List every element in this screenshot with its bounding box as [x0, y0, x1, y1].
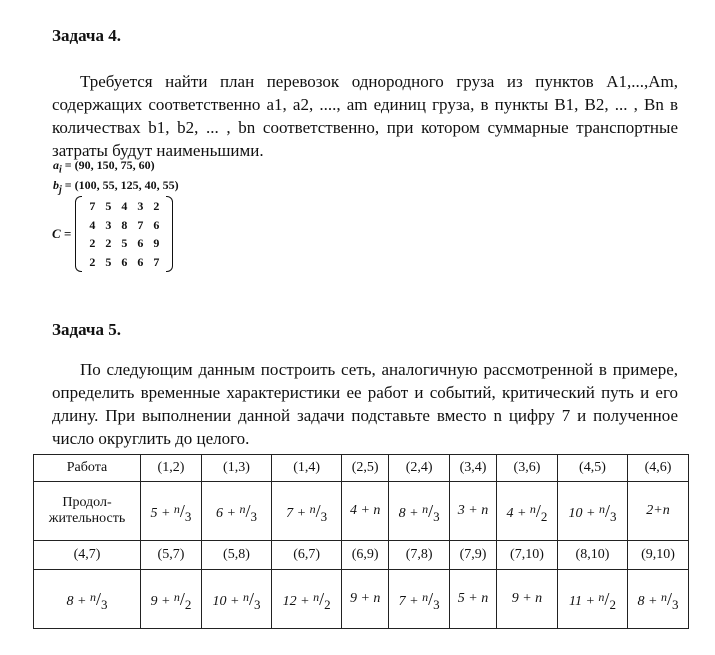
fraction-slash: / — [245, 500, 251, 521]
duration-denominator: 3 — [609, 508, 617, 524]
matrix-cell: 8 — [121, 217, 128, 232]
table-row-works-2 — [34, 541, 689, 570]
duration-numerator: n — [598, 501, 605, 516]
fraction-slash: / — [535, 500, 541, 521]
matrix-cell: 5 — [121, 236, 128, 250]
duration-cell — [342, 482, 389, 541]
fraction-slash: / — [95, 588, 101, 609]
duration-base: 5 + n — [457, 591, 489, 606]
duration-cell — [272, 570, 342, 629]
formula-a-sub: i — [59, 164, 62, 176]
duration-denominator: 3 — [253, 596, 261, 612]
duration-base: 10 + — [568, 505, 599, 521]
duration-base: 9 + n — [349, 591, 381, 606]
duration-base: 11 + — [569, 593, 599, 609]
duration-base: 9 + — [150, 593, 174, 609]
work-cell: (6,7) — [272, 541, 342, 570]
duration-cell — [141, 570, 202, 629]
duration-numerator: n — [660, 589, 667, 604]
duration-label-cell: Продол-жительность — [34, 482, 141, 541]
matrix-cell: 6 — [121, 254, 128, 269]
matrix-cell: 4 — [121, 199, 128, 213]
work-cell: (8,10) — [557, 541, 627, 570]
formula-b-sub: j — [59, 184, 62, 196]
duration-cell — [450, 570, 497, 629]
formula-b-symbol: b — [53, 178, 59, 192]
duration-cell — [450, 482, 497, 541]
table-row-works-1 — [34, 455, 689, 482]
duration-denominator: 3 — [433, 508, 440, 524]
duration-denominator: 3 — [184, 508, 192, 524]
work-cell: (6,9) — [342, 541, 389, 570]
duration-base: 8 + — [66, 593, 90, 609]
duration-denominator: 2 — [324, 596, 331, 612]
duration-numerator: n — [89, 589, 96, 604]
table-row-durations-2 — [34, 570, 689, 629]
fraction-slash: / — [179, 500, 185, 521]
duration-denominator: 2 — [184, 596, 192, 612]
matrix-cell: 7 — [137, 217, 144, 232]
duration-denominator: 3 — [320, 508, 328, 524]
matrix-cell: 7 — [89, 199, 96, 213]
formula-a-symbol: a — [53, 158, 59, 172]
task5-paragraph — [52, 358, 678, 450]
duration-numerator: n — [313, 589, 320, 604]
work-cell: (5,8) — [201, 541, 271, 570]
duration-denominator: 2 — [609, 596, 616, 612]
table-row-durations-1 — [34, 482, 689, 541]
duration-cell — [141, 482, 202, 541]
task5-heading: Задача 5. — [52, 320, 121, 339]
matrix-cell: 3 — [137, 199, 144, 213]
duration-base: 8 + — [398, 505, 423, 521]
duration-base: 6 + — [215, 505, 240, 521]
duration-base: 7 + — [286, 505, 310, 521]
duration-base: 9 + n — [511, 591, 543, 606]
task4-paragraph-text: Требуется найти план перевозок однородного груза из пунктов A1,...,Am, содержащих соответственно a1, a2, ...., am единиц груза, в пункты B1, B2, ... , Bn в количествах b1, b2, ... , bn соответственно, при котором суммарные транспортные затраты будут наименьшими. — [52, 72, 678, 160]
formula-a — [53, 158, 155, 175]
duration-cell — [389, 570, 450, 629]
work-cell: (3,4) — [450, 455, 497, 482]
matrix-right-bracket — [166, 196, 173, 272]
matrix-cell: 5 — [105, 199, 112, 213]
formula-a-values: = (90, 150, 75, 60) — [61, 158, 155, 172]
work-cell: (7,9) — [450, 541, 497, 570]
duration-numerator: n — [422, 589, 429, 604]
matrix-cell: 7 — [153, 254, 160, 269]
fraction-slash: / — [428, 500, 434, 521]
duration-numerator: n — [173, 589, 180, 604]
work-cell: (4,5) — [557, 455, 627, 482]
duration-numerator: n — [239, 501, 246, 516]
duration-denominator: 2 — [540, 508, 548, 524]
work-cell: (2,5) — [342, 455, 389, 482]
matrix-cell: 2 — [89, 254, 96, 269]
duration-cell — [201, 570, 271, 629]
matrix-label: C = — [52, 226, 72, 241]
fraction-slash: / — [666, 588, 672, 609]
matrix-cell: 9 — [153, 236, 160, 250]
duration-numerator: n — [309, 501, 316, 516]
duration-base: 5 + — [150, 505, 174, 521]
duration-denominator: 3 — [250, 508, 257, 524]
matrix-cell: 6 — [153, 217, 160, 232]
duration-cell — [497, 482, 558, 541]
work-cell: (4,6) — [628, 455, 689, 482]
duration-cell — [497, 570, 558, 629]
duration-numerator: n — [529, 501, 536, 516]
work-cell: (2,4) — [389, 455, 450, 482]
cost-matrix — [52, 196, 173, 272]
fraction-slash: / — [604, 500, 610, 521]
duration-base: 10 + — [212, 593, 243, 609]
matrix-cell: 6 — [137, 236, 144, 250]
matrix-cell: 6 — [137, 254, 144, 269]
duration-base: 8 + — [637, 593, 661, 609]
work-label-cell: Работа — [34, 455, 141, 482]
matrix-grid — [82, 197, 166, 271]
work-cell: (5,7) — [141, 541, 202, 570]
fraction-slash: / — [604, 588, 610, 609]
fraction-slash: / — [319, 588, 325, 609]
duration-cell — [628, 570, 689, 629]
work-cell: (1,3) — [201, 455, 271, 482]
duration-cell — [557, 570, 627, 629]
duration-base: 2+n — [646, 503, 670, 518]
duration-cell — [389, 482, 450, 541]
matrix-cell: 5 — [105, 254, 112, 269]
duration-base: 12 + — [282, 593, 314, 609]
work-cell: (3,6) — [497, 455, 558, 482]
duration-denominator: 3 — [100, 596, 108, 612]
duration-numerator: n — [598, 589, 605, 604]
duration-cell — [557, 482, 627, 541]
matrix-cell: 2 — [153, 199, 160, 213]
matrix-left-bracket — [75, 196, 82, 272]
duration-cell — [201, 482, 271, 541]
duration-numerator: n — [242, 589, 249, 604]
duration-cell — [34, 570, 141, 629]
matrix-cell: 2 — [89, 236, 96, 250]
task4-paragraph — [52, 70, 678, 162]
duration-base: 4 + — [506, 505, 530, 521]
duration-base: 4 + n — [349, 503, 381, 518]
fraction-slash: / — [428, 588, 434, 609]
duration-base: 3 + n — [457, 503, 489, 518]
work-cell: (7,10) — [497, 541, 558, 570]
fraction-slash: / — [179, 588, 185, 609]
duration-cell — [272, 482, 342, 541]
task4-heading: Задача 4. — [52, 26, 121, 45]
duration-denominator: 3 — [672, 596, 679, 612]
matrix-cell: 2 — [105, 236, 112, 250]
duration-cell — [628, 482, 689, 541]
work-cell: (7,8) — [389, 541, 450, 570]
task5-paragraph-text: По следующим данным построить сеть, аналогичную рассмотренной в примере, определить временные характеристики ее работ и событий, критический путь и его длину. При выполнении данной задачи подставьте вместо n цифру 7 и полученное число округлить до целого. — [52, 360, 678, 448]
fraction-slash: / — [248, 588, 254, 609]
duration-base: 7 + — [398, 593, 423, 609]
matrix-cell: 4 — [89, 217, 96, 232]
network-table — [33, 454, 689, 629]
work-cell: (1,4) — [272, 455, 342, 482]
formula-b — [53, 178, 179, 195]
work-cell: (4,7) — [34, 541, 141, 570]
duration-cell — [342, 570, 389, 629]
duration-denominator: 3 — [433, 596, 440, 612]
duration-numerator: n — [173, 501, 180, 516]
duration-numerator: n — [422, 501, 429, 516]
work-cell: (1,2) — [141, 455, 202, 482]
fraction-slash: / — [315, 500, 321, 521]
work-cell: (9,10) — [628, 541, 689, 570]
matrix-cell: 3 — [105, 217, 112, 232]
formula-b-values: = (100, 55, 125, 40, 55) — [61, 178, 179, 192]
